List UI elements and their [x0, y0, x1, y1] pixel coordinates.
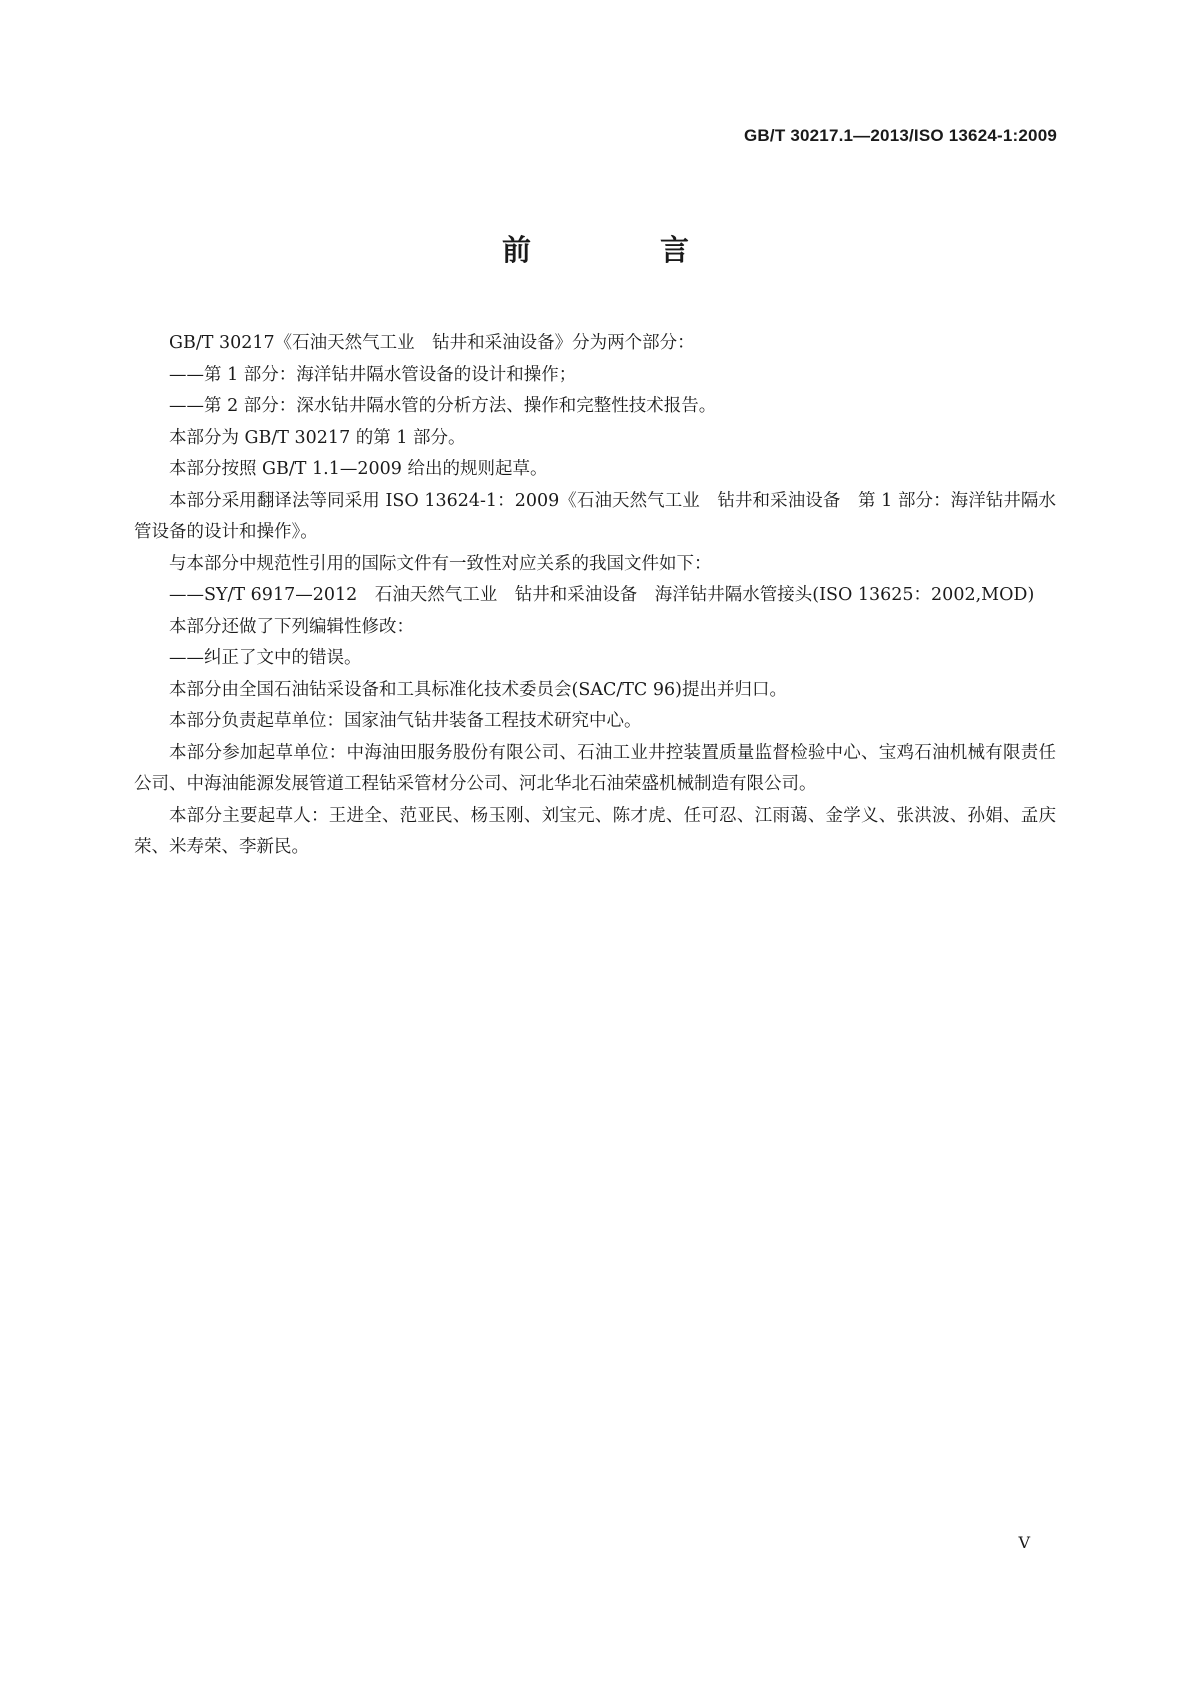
paragraph-corresponding-docs: 与本部分中规范性引用的国际文件有一致性对应关系的我国文件如下：: [169, 553, 712, 574]
list-item-sy-standard: ——SY/T 6917—2012 石油天然气工业 钻井和采油设备 海洋钻井隔水管接头(ISO 13625：2002,MOD): [169, 585, 1035, 605]
paragraph-adoption: 本部分采用翻译法等同采用 ISO 13624-1：2009《石油天然气工业 钻井和采油设备 第 1 部分：海洋钻井隔水管设备的设计和操作》。: [134, 490, 1056, 542]
standard-code: GB/T 30217.1—2013/ISO 13624-1:2009: [744, 126, 1057, 145]
paragraph-parts-intro: GB/T 30217《石油天然气工业 钻井和采油设备》分为两个部分：: [169, 333, 695, 353]
paragraph-drafters: 本部分主要起草人：王进全、范亚民、杨玉刚、刘宝元、陈才虎、任可忍、江雨蔼、金学义、张洪波、孙娟、孟庆荣、米寿荣、李新民。: [134, 805, 1056, 857]
paragraph-proposed-by: 本部分由全国石油钻采设备和工具标准化技术委员会(SAC/TC 96)提出并归口。: [169, 679, 787, 700]
page-number: V: [1018, 1533, 1030, 1552]
list-item-part-1: ——第 1 部分：海洋钻井隔水管设备的设计和操作；: [169, 364, 577, 385]
paragraph-participating-units: 本部分参加起草单位：中海油田服务股份有限公司、石油工业井控装置质量监督检验中心、宝鸡石油机械有限责任公司、中海油能源发展管道工程钻采管材分公司、河北华北石油荣盛机械制造有限公司。: [134, 742, 1056, 794]
page-title: 前 言: [501, 233, 739, 267]
paragraph-drafting-rules: 本部分按照 GB/T 1.1—2009 给出的规则起草。: [169, 459, 548, 479]
paragraph-editorial-changes: 本部分还做了下列编辑性修改：: [169, 616, 414, 637]
foreword-body: [134, 328, 1056, 864]
paragraph-responsible-unit: 本部分负责起草单位：国家油气钻井装备工程技术研究中心。: [169, 711, 642, 731]
list-item-corrections: ——纠正了文中的错误。: [169, 648, 362, 668]
paragraph-this-part: 本部分为 GB/T 30217 的第 1 部分。: [169, 427, 466, 448]
list-item-part-2: ——第 2 部分：深水钻井隔水管的分析方法、操作和完整性技术报告。: [169, 396, 717, 416]
